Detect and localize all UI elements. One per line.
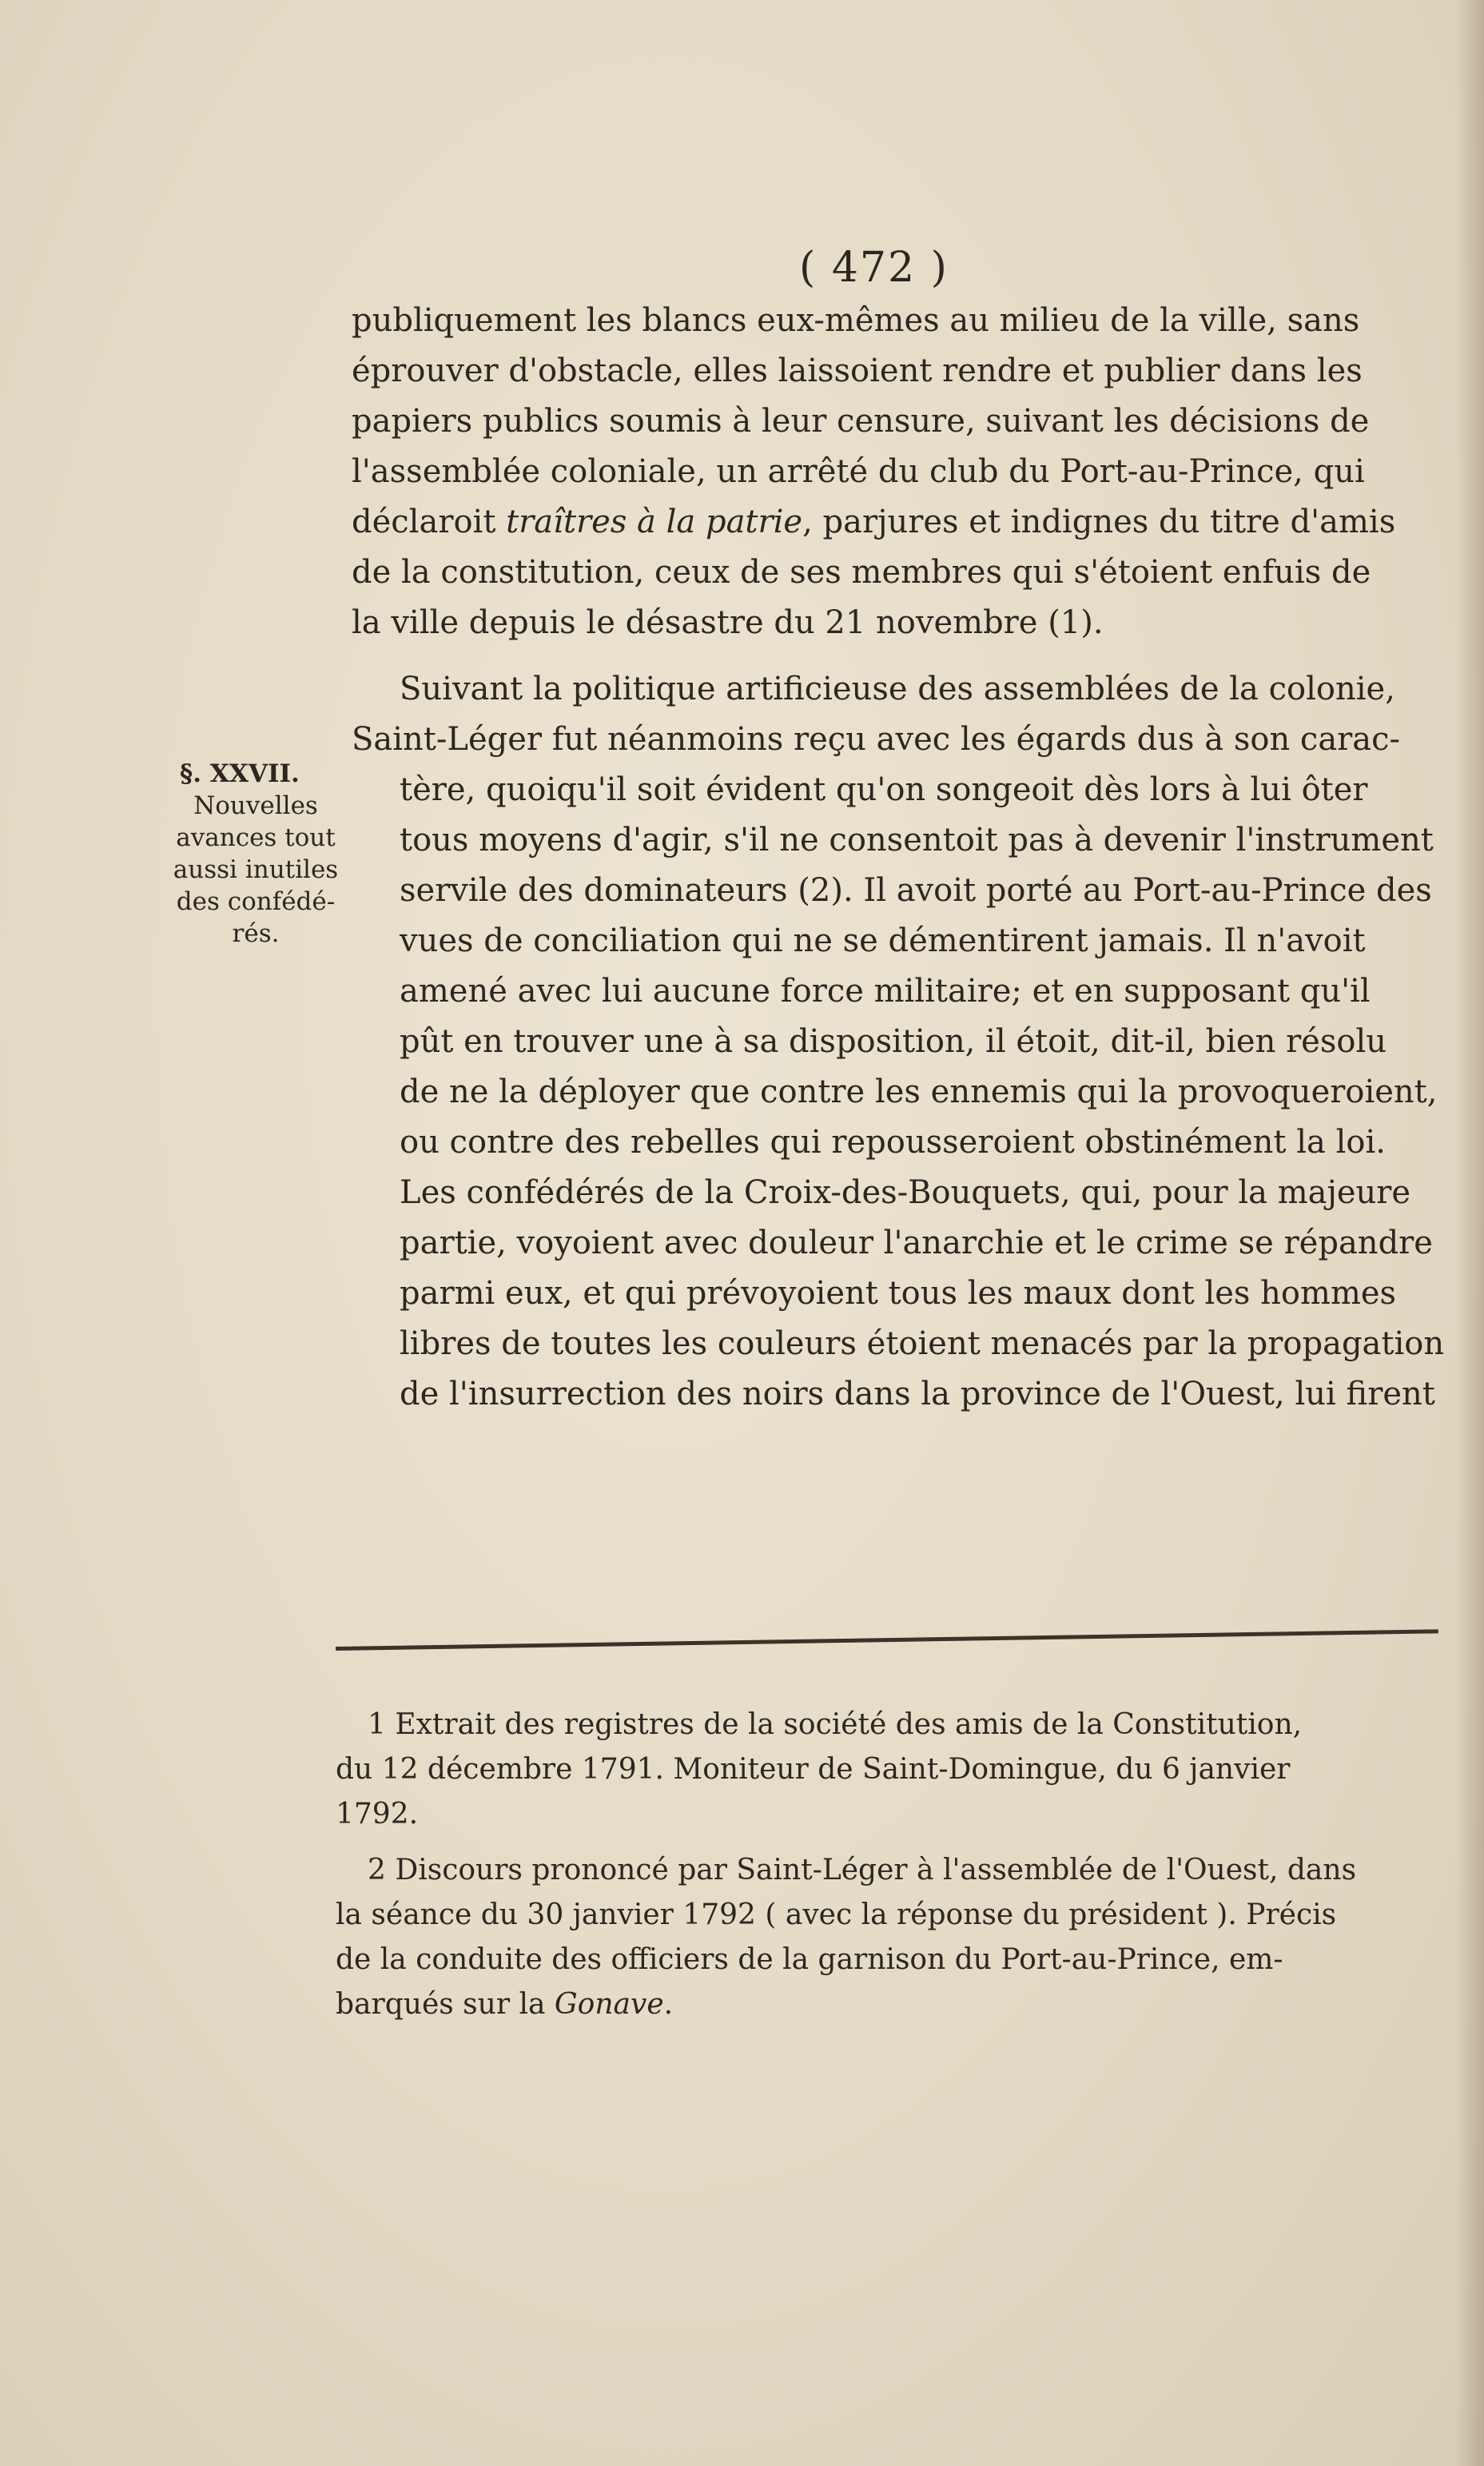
footnote-line: du 12 décembre 1791. Moniteur de Saint-Domingue, du 6 janvier (336, 1753, 1291, 1786)
footnote-1 (336, 1703, 1454, 1837)
margin-note-line: Nouvelles (193, 791, 318, 820)
footnote-2 (336, 1848, 1454, 2027)
page-number: ( 472 ) (799, 244, 949, 292)
text-line: servile des dominateurs (2). Il avoit porté au Port-au-Prince des (400, 872, 1432, 909)
text-line: l'assemblée coloniale, un arrêté du club du Port-au-Prince, qui (352, 453, 1365, 490)
italic-place-name: Gonave (554, 1988, 664, 2021)
footnote-line (336, 1982, 1454, 2027)
text-line: partie, voyoient avec douleur l'anarchie et le crime se répandre (400, 1225, 1433, 1261)
text-fragment: barqués sur la (336, 1988, 555, 2021)
text-line: amené avec lui aucune force militaire; et en supposant qu'il (400, 973, 1371, 1010)
margin-note-line: des confédé- (176, 887, 336, 916)
footnotes (336, 1703, 1454, 2038)
text-line: de ne la déployer que contre les ennemis qui la provoqueroient, (400, 1074, 1438, 1110)
section-number: §. XXVII. (180, 759, 300, 788)
text-line: Saint-Léger fut néanmoins reçu avec les égards dus à son carac- (352, 721, 1401, 758)
paragraph-continued (352, 296, 1454, 648)
text-line: de la constitution, ceux de ses membres qui s'étoient enfuis de (352, 554, 1371, 591)
text-line: de l'insurrection des noirs dans la province de l'Ouest, lui firent (400, 1376, 1435, 1412)
text-line: Suivant la politique artificieuse des assemblées de la colonie, (400, 671, 1395, 707)
footnote-line: 1792. (336, 1798, 419, 1831)
text-line: libres de toutes les couleurs étoient menacés par la propagation (400, 1325, 1445, 1362)
text-fragment: . (663, 1988, 674, 2021)
footnote-divider (336, 1629, 1438, 1651)
text-line: parmi eux, et qui prévoyoient tous les maux dont les hommes (400, 1275, 1397, 1312)
text-line: pût en trouver une à sa disposition, il étoit, dit-il, bien résolu (400, 1023, 1387, 1060)
text-line: papiers publics soumis à leur censure, suivant les décisions de (352, 403, 1370, 440)
footnote-line: 2 Discours prononcé par Saint-Léger à l'assemblée de l'Ouest, dans (368, 1854, 1357, 1886)
text-line: la ville depuis le désastre du 21 novembre (1). (352, 604, 1104, 641)
paragraph-saint-leger (352, 664, 1454, 1420)
margin-note-line: rés. (232, 919, 280, 948)
italic-phrase: traîtres à la patrie (506, 504, 803, 540)
text-line (352, 497, 1454, 548)
text-line: publiquement les blancs eux-mêmes au milieu de la ville, sans (352, 302, 1360, 339)
text-fragment: , parjures et indignes du titre d'amis (802, 504, 1396, 540)
text-line: Les confédérés de la Croix-des-Bouquets, qui, pour la majeure (400, 1174, 1411, 1211)
text-line: vues de conciliation qui ne se démentirent jamais. Il n'avoit (400, 922, 1366, 959)
main-text (352, 296, 1454, 1420)
text-fragment: déclaroit (352, 504, 507, 540)
margin-note-line: avances tout (176, 823, 336, 852)
text-line: tère, quoiqu'il soit évident qu'on songeoit dès lors à lui ôter (400, 771, 1368, 808)
page-edge-shadow (1455, 0, 1484, 2466)
footnote-line: de la conduite des officiers de la garnison du Port-au-Prince, em- (336, 1943, 1283, 1976)
footnote-line: 1 Extrait des registres de la société des amis de la Constitution, (368, 1708, 1303, 1741)
margin-note-line: aussi inutiles (173, 855, 339, 884)
footnote-line: la séance du 30 janvier 1792 ( avec la réponse du président ). Précis (336, 1898, 1337, 1931)
text-line: tous moyens d'agir, s'il ne consentoit pas à devenir l'instrument (400, 822, 1434, 859)
margin-note (164, 758, 348, 950)
text-line: ou contre des rebelles qui repousseroient obstinément la loi. (400, 1124, 1386, 1161)
text-line: éprouver d'obstacle, elles laissoient rendre et publier dans les (352, 353, 1363, 389)
